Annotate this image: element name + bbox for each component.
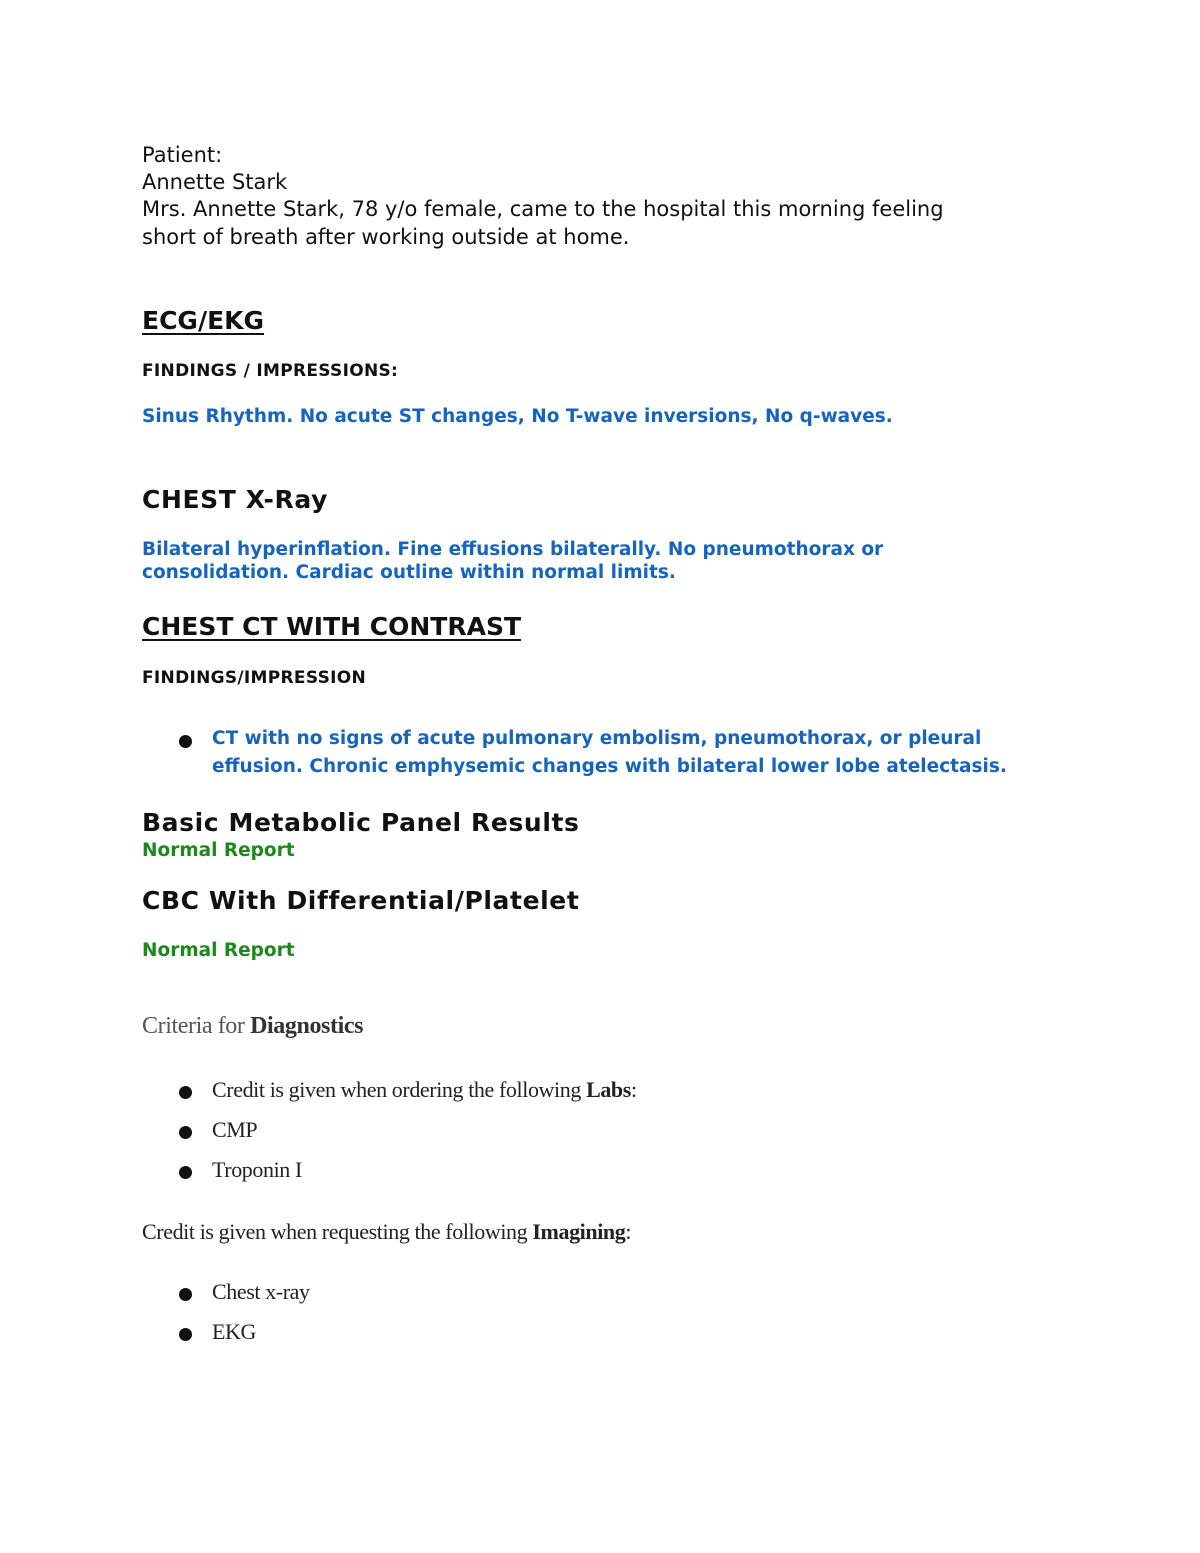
ecg-findings: Sinus Rhythm. No acute ST changes, No T-wave inversions, No q-waves. [142,406,893,427]
imaging-intro-suffix: : [625,1219,632,1244]
bmp-heading: Basic Metabolic Panel Results [142,808,580,837]
imaging-item: Chest x-ray [212,1279,310,1304]
labs-intro [212,1077,637,1103]
patient-name: Annette Stark [142,170,288,194]
patient-summary-line-2: short of breath after working outside at home. [142,225,630,249]
imaging-intro [142,1219,631,1245]
labs-intro-suffix: : [630,1077,637,1102]
xray-findings-line-2: consolidation. Cardiac outline within normal limits. [142,562,676,583]
patient-summary-line-1: Mrs. Annette Stark, 78 y/o female, came to the hospital this morning feeling [142,197,944,221]
bullet-icon [179,1288,192,1301]
patient-label: Patient: [142,143,223,167]
criteria-heading-bold: Diagnostics [250,1013,364,1039]
ecg-heading: ECG/EKG [142,306,265,335]
criteria-heading [142,1013,363,1040]
labs-item: CMP [212,1117,258,1142]
cbc-result: Normal Report [142,940,295,961]
bullet-icon [179,1086,192,1099]
ct-bullet-line-2: effusion. Chronic emphysemic changes with bilateral lower lobe atelectasis. [212,756,1007,777]
ct-heading: CHEST CT WITH CONTRAST [142,612,522,641]
bullet-icon [179,1328,192,1341]
bullet-icon [179,1126,192,1139]
imaging-item: EKG [212,1319,257,1344]
labs-intro-prefix: Credit is given when ordering the following [212,1077,587,1102]
labs-item: Troponin I [212,1157,302,1182]
bullet-icon [179,735,192,748]
criteria-heading-prefix: Criteria for [142,1013,251,1039]
ecg-findings-label: FINDINGS / IMPRESSIONS: [142,361,399,381]
labs-intro-bold: Labs [586,1077,631,1102]
cbc-heading: CBC With Differential/Platelet [142,886,580,915]
ct-bullet-line-1: CT with no signs of acute pulmonary embolism, pneumothorax, or pleural [212,728,982,749]
xray-findings-line-1: Bilateral hyperinflation. Fine effusions bilaterally. No pneumothorax or [142,539,884,560]
imaging-intro-bold: Imagining [532,1219,626,1244]
imaging-intro-prefix: Credit is given when requesting the following [142,1219,533,1244]
ct-findings-label: FINDINGS/IMPRESSION [142,668,367,688]
bullet-icon [179,1166,192,1179]
xray-heading: CHEST X-Ray [142,485,328,514]
bmp-result: Normal Report [142,840,295,861]
